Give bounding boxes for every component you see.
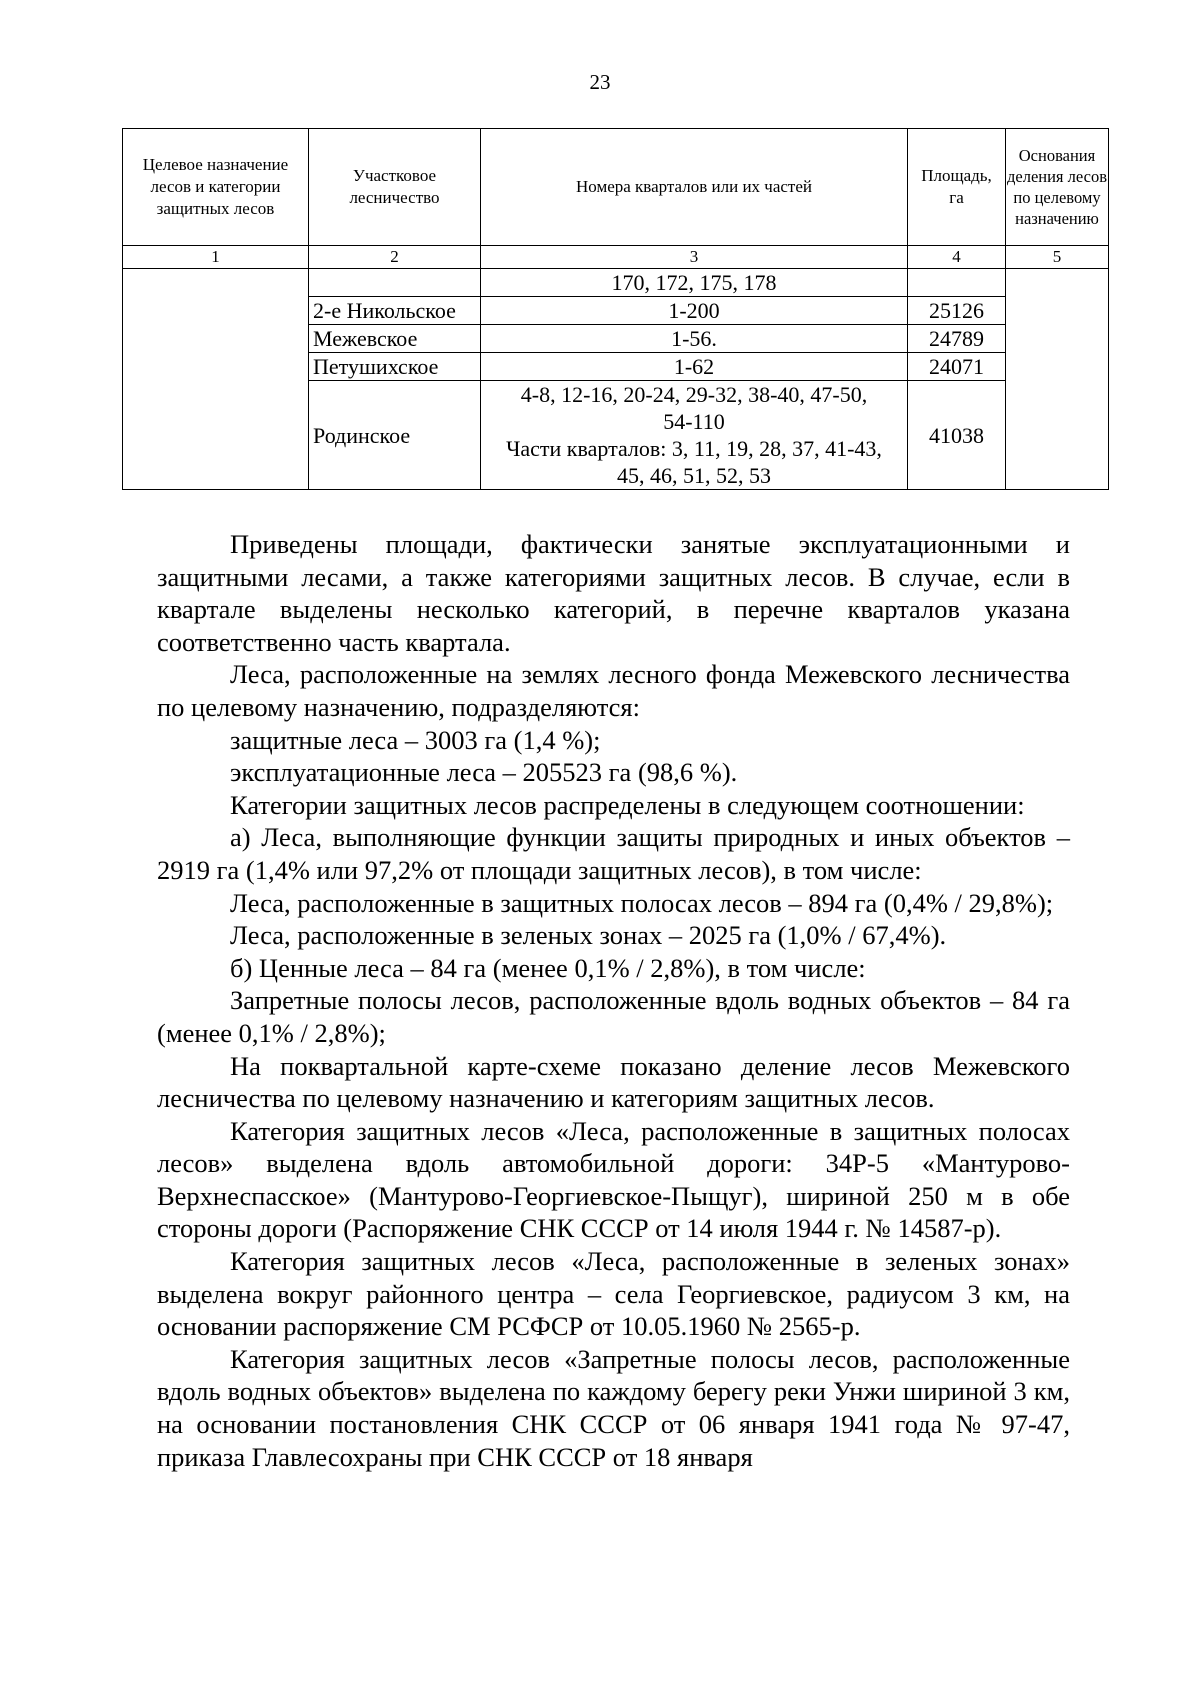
area-cell: 24071 (908, 353, 1006, 381)
district-cell (309, 269, 481, 297)
area-cell: 24789 (908, 325, 1006, 353)
column-number: 3 (481, 246, 908, 269)
header-basis: Основания деления лесов по целевому назначению (1006, 129, 1109, 246)
table-row (123, 269, 1109, 297)
header-area: Площадь, га (908, 129, 1006, 246)
column-number-row (123, 246, 1109, 269)
area-cell (908, 269, 1006, 297)
paragraph: Категория защитных лесов «Леса, расположенные в защитных полосах лесов» выделена вдоль автомобильной дороги: 34Р-5 «Мантурово-Верхнеспасское» (Мантурово-Георгиевское-Пыщуг), шириной 250 м в обе стороны дороги (Распоряжение СНК СССР от 14 июля 1944 г. № 14587-р). (157, 1115, 1070, 1244)
paragraph: б) Ценные леса – 84 га (менее 0,1% / 2,8%), в том числе: (230, 952, 866, 983)
district-cell: Межевское (309, 325, 481, 353)
paragraph: а) Леса, выполняющие функции защиты природных и иных объектов – 2919 га (1,4% или 97,2% от площади защитных лесов), в том числе: (157, 822, 1070, 885)
paragraph: Леса, расположенные в зеленых зонах – 2025 га (1,0% / 67,4%). (230, 920, 947, 951)
paragraph: На поквартальной карте-схеме показано деление лесов Межевского лесничества по целевому назначению и категориям защитных лесов. (157, 1050, 1070, 1114)
paragraph: Категории защитных лесов распределены в следующем соотношении: (230, 789, 1025, 820)
quarters-cell: 1-200 (481, 297, 908, 325)
district-cell: Родинское (309, 381, 481, 490)
page-number: 23 (589, 70, 611, 94)
purpose-cell (123, 269, 309, 490)
header-quarters: Номера кварталов или их частей (481, 129, 908, 246)
paragraph: Категория защитных лесов «Запретные полосы лесов, расположенные вдоль водных объектов» выделена по каждому берегу реки Унжи шириной 3 км, на основании постановления СНК СССР от 06 января 1941 года № 97-47, приказа Главлесохраны при СНК СССР от 18 января (157, 1343, 1070, 1472)
quarters-cell: 1-56. (481, 325, 908, 353)
quarters-line: 54-110 (663, 409, 725, 434)
quarters-cell (481, 381, 908, 490)
paragraph: Категория защитных лесов «Леса, расположенные в зеленых зонах» выделена вокруг районного центра – села Георгиевское, радиусом 3 км, на основании распоряжение СМ РСФСР от 10.05.1960 № 2565-р. (157, 1246, 1070, 1342)
quarters-cell: 1-62 (481, 353, 908, 381)
column-number: 4 (908, 246, 1006, 269)
body-text (157, 528, 1070, 1473)
district-cell: 2-е Никольское (309, 297, 481, 325)
district-cell: Петушихское (309, 353, 481, 381)
header-district: Участковое лесничество (309, 129, 481, 246)
paragraph: эксплуатационные леса – 205523 га (98,6 %). (230, 757, 738, 788)
area-cell: 41038 (908, 381, 1006, 490)
quarters-line: Части кварталов: 3, 11, 19, 28, 37, 41-43, (506, 436, 882, 461)
header-purpose: Целевое назначение лесов и категории защитных лесов (123, 129, 309, 246)
basis-cell (1006, 269, 1109, 490)
paragraph: Приведены площади, фактически занятые эксплуатационными и защитными лесами, а также категориями защитных лесов. В случае, если в квартале выделены несколько категорий, в перечне кварталов указана соответственно часть квартала. (157, 529, 1070, 657)
paragraph: Леса, расположенные в защитных полосах лесов – 894 га (0,4% / 29,8%); (230, 887, 1054, 918)
forest-division-table (122, 128, 1109, 490)
quarters-cell: 170, 172, 175, 178 (481, 269, 908, 297)
paragraph: Запретные полосы лесов, расположенные вдоль водных объектов – 84 га (менее 0,1% / 2,8%); (157, 985, 1070, 1048)
column-number: 1 (123, 246, 309, 269)
column-number: 5 (1006, 246, 1109, 269)
quarters-line: 45, 46, 51, 52, 53 (617, 463, 771, 488)
column-number: 2 (309, 246, 481, 269)
area-cell: 25126 (908, 297, 1006, 325)
paragraph: Леса, расположенные на землях лесного фонда Межевского лесничества по целевому назначению, подразделяются: (157, 659, 1070, 722)
quarters-line: 4-8, 12-16, 20-24, 29-32, 38-40, 47-50, (520, 382, 868, 407)
paragraph: защитные леса – 3003 га (1,4 %); (230, 724, 601, 755)
